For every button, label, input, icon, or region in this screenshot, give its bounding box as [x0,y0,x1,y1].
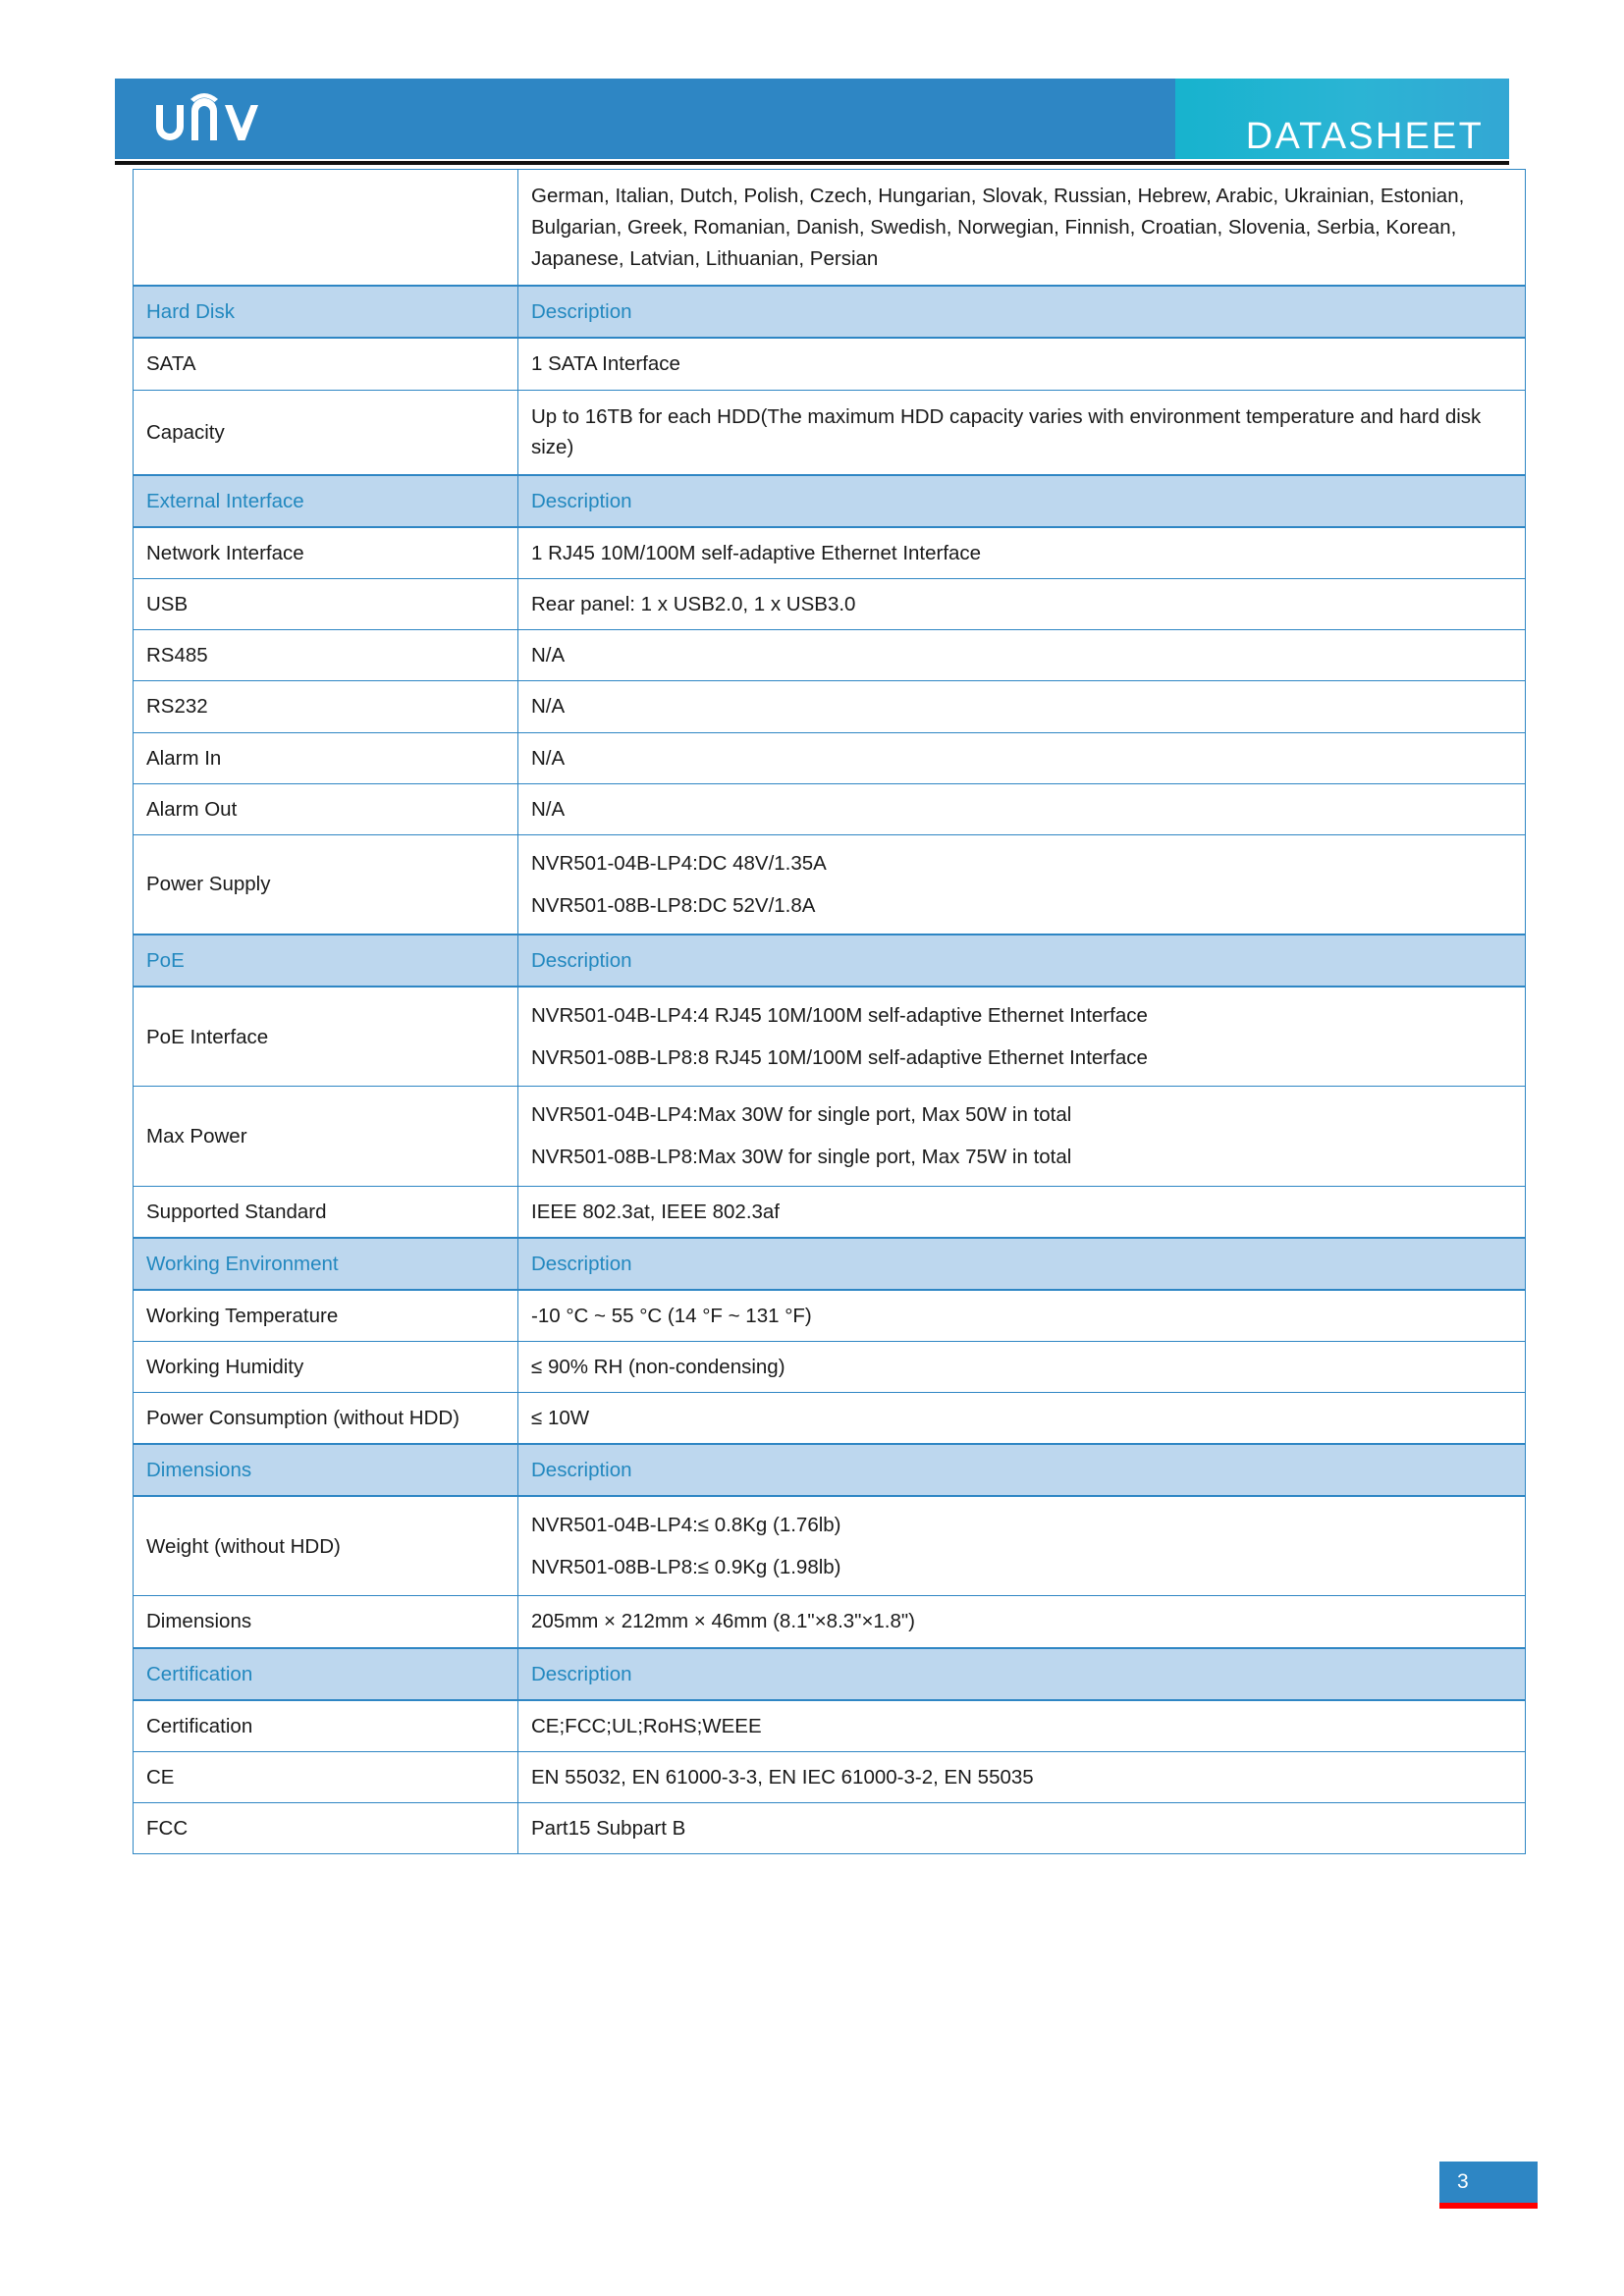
row-value: N/A [518,732,1526,783]
row-value [518,987,1526,1087]
table-row [134,338,1526,390]
row-label: Power Supply [134,834,518,934]
header-brand-area [115,79,1175,159]
row-label: Working Temperature [134,1290,518,1342]
row-value: IEEE 802.3at, IEEE 802.3af [518,1186,1526,1238]
row-value: 1 SATA Interface [518,338,1526,390]
row-label: Dimensions [134,1596,518,1648]
row-label: Alarm Out [134,783,518,834]
row-value [518,834,1526,934]
section-description-label: Description [518,1444,1526,1496]
row-value: ≤ 10W [518,1393,1526,1445]
specification-table [133,169,1526,1854]
table-row [134,630,1526,681]
row-value: 205mm × 212mm × 46mm (8.1"×8.3"×1.8") [518,1596,1526,1648]
table-row [134,1290,1526,1342]
row-label: SATA [134,338,518,390]
header-divider-rule [115,161,1509,165]
row-label: USB [134,579,518,630]
row-label: Capacity [134,390,518,475]
table-row [134,1186,1526,1238]
row-value: German, Italian, Dutch, Polish, Czech, Hungarian, Slovak, Russian, Hebrew, Arabic, Ukrainian, Estonian, Bulgarian, Greek, Romanian, Danish, Swedish, Norwegian, Finnish, Croatian, Slovenia, Serbia, Korean, Japanese, Latvian, Lithuanian, Persian [518,170,1526,287]
row-value-line: NVR501-04B-LP4:Max 30W for single port, Max 50W in total [531,1103,1072,1127]
table-row [134,834,1526,934]
row-label: Power Consumption (without HDD) [134,1393,518,1445]
row-label: PoE Interface [134,987,518,1087]
specification-table-body [134,170,1526,1854]
row-label [134,170,518,287]
row-label: Network Interface [134,527,518,579]
row-label: CE [134,1751,518,1802]
table-row [134,1393,1526,1445]
section-label: Certification [134,1648,518,1700]
section-label: Working Environment [134,1238,518,1290]
row-value [518,1087,1526,1186]
row-value-line: NVR501-08B-LP8:Max 30W for single port, Max 75W in total [531,1146,1072,1169]
row-value: ≤ 90% RH (non-condensing) [518,1341,1526,1392]
row-value-line: NVR501-08B-LP8:≤ 0.9Kg (1.98lb) [531,1556,841,1579]
section-label: PoE [134,934,518,987]
row-value-line: NVR501-04B-LP4:≤ 0.8Kg (1.76lb) [531,1514,841,1537]
section-label: External Interface [134,475,518,527]
datasheet-label: DATASHEET [1245,116,1484,157]
table-row [134,1496,1526,1596]
table-row [134,1700,1526,1752]
table-row [134,1596,1526,1648]
page-number: 3 [1457,2170,1469,2193]
section-header-external-interface [134,475,1526,527]
row-value: Part15 Subpart B [518,1802,1526,1853]
row-value: -10 °C ~ 55 °C (14 °F ~ 131 °F) [518,1290,1526,1342]
page-number-badge [1439,2162,1538,2203]
row-value: CE;FCC;UL;RoHS;WEEE [518,1700,1526,1752]
table-row [134,527,1526,579]
row-value-line: NVR501-08B-LP8:DC 52V/1.8A [531,893,816,917]
section-description-label: Description [518,286,1526,338]
row-label: Max Power [134,1087,518,1186]
section-header-dimensions [134,1444,1526,1496]
row-label: FCC [134,1802,518,1853]
section-description-label: Description [518,1238,1526,1290]
row-value: 1 RJ45 10M/100M self-adaptive Ethernet Interface [518,527,1526,579]
row-value: EN 55032, EN 61000-3-3, EN IEC 61000-3-2, EN 55035 [518,1751,1526,1802]
row-value-line: NVR501-04B-LP4:DC 48V/1.35A [531,851,827,875]
datasheet-banner [1175,79,1509,159]
page-header [115,79,1509,159]
table-row [134,1341,1526,1392]
section-description-label: Description [518,934,1526,987]
row-label: Supported Standard [134,1186,518,1238]
row-label: Weight (without HDD) [134,1496,518,1596]
page-number-underline [1439,2203,1538,2209]
row-label: RS232 [134,681,518,732]
row-value: N/A [518,630,1526,681]
section-header-working-environment [134,1238,1526,1290]
row-value: Rear panel: 1 x USB2.0, 1 x USB3.0 [518,579,1526,630]
row-label: Working Humidity [134,1341,518,1392]
row-value-line: NVR501-08B-LP8:8 RJ45 10M/100M self-adaptive Ethernet Interface [531,1046,1148,1070]
unv-logo [150,91,278,146]
section-header-hard-disk [134,286,1526,338]
row-value: N/A [518,783,1526,834]
row-value [518,1496,1526,1596]
table-row [134,579,1526,630]
section-description-label: Description [518,1648,1526,1700]
table-row [134,170,1526,287]
section-description-label: Description [518,475,1526,527]
row-label: Alarm In [134,732,518,783]
row-label: Certification [134,1700,518,1752]
table-row [134,1802,1526,1853]
section-header-poe [134,934,1526,987]
row-value-line: NVR501-04B-LP4:4 RJ45 10M/100M self-adaptive Ethernet Interface [531,1004,1148,1028]
table-row [134,783,1526,834]
row-value: N/A [518,681,1526,732]
table-row [134,987,1526,1087]
table-row [134,732,1526,783]
row-value: Up to 16TB for each HDD(The maximum HDD capacity varies with environment temperature and hard disk size) [518,390,1526,475]
table-row [134,1751,1526,1802]
row-label: RS485 [134,630,518,681]
section-label: Dimensions [134,1444,518,1496]
section-header-certification [134,1648,1526,1700]
section-label: Hard Disk [134,286,518,338]
table-row [134,1087,1526,1186]
table-row [134,390,1526,475]
table-row [134,681,1526,732]
